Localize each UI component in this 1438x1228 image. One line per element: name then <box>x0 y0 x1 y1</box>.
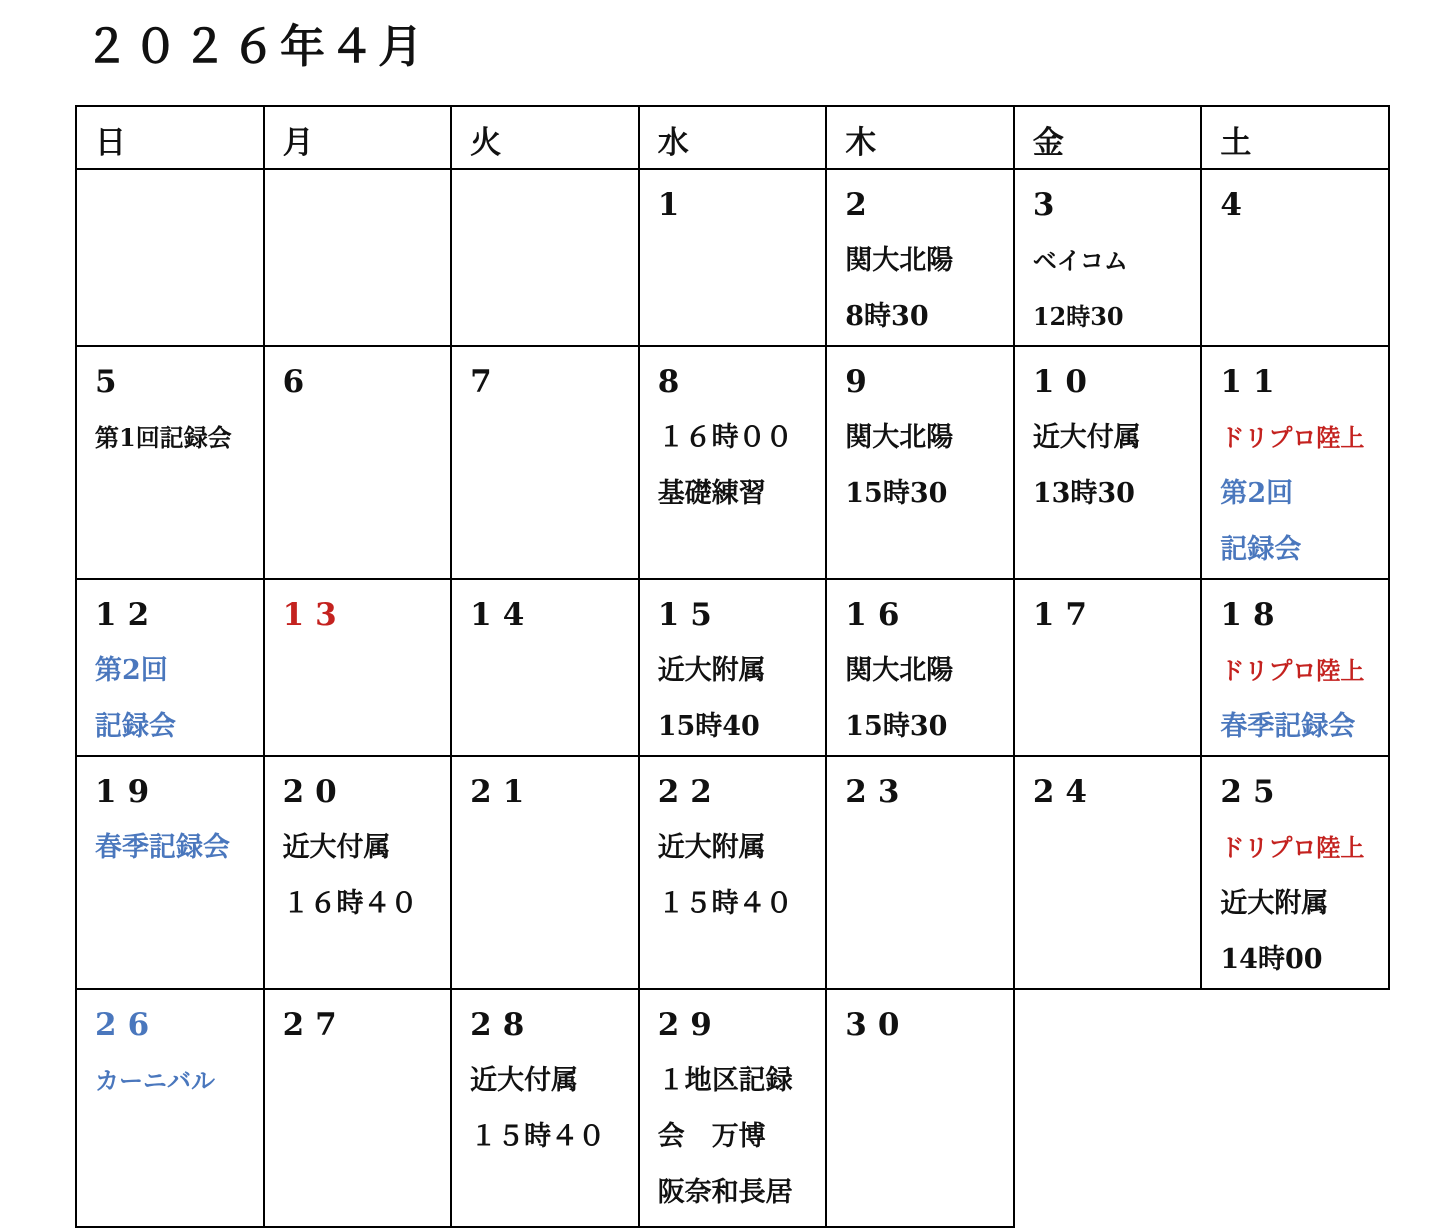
event-text: 第1回記録会 <box>95 423 232 452</box>
event-text: 12時30 <box>1032 302 1124 331</box>
day-number: 24 <box>1032 774 1098 810</box>
week-row-1 <box>76 169 1389 346</box>
day-cell-15 <box>639 579 827 756</box>
day-cell-14 <box>451 579 639 756</box>
event-text: 春季記録会 <box>95 832 230 863</box>
event-text: 近大付属 <box>1032 422 1141 453</box>
day-number: 27 <box>282 1007 348 1043</box>
day-number: 3 <box>1032 187 1066 223</box>
empty-day-cell <box>451 169 639 346</box>
day-number: 13 <box>282 597 348 633</box>
event-text: 8時30 <box>845 301 929 332</box>
day-cell-16 <box>826 579 1014 756</box>
event-text: 15時40 <box>657 711 760 742</box>
day-number: 12 <box>95 597 161 633</box>
day-cell-2 <box>826 169 1014 346</box>
day-cell-22 <box>639 756 827 989</box>
event-text: 近大附属 <box>657 832 766 863</box>
event-text: 第2回 <box>95 655 168 686</box>
weekday-header-mon: 月 <box>264 106 452 169</box>
event-text: 13時30 <box>1032 478 1135 509</box>
weekday-header-wed: 水 <box>639 106 827 169</box>
weekday-header-sat: 土 <box>1201 106 1389 169</box>
calendar-body <box>76 169 1389 1227</box>
event-text: ドリプロ陸上 <box>1220 423 1365 452</box>
day-number: 18 <box>1220 597 1286 633</box>
day-cell-28 <box>451 989 639 1227</box>
day-number: 29 <box>657 1007 723 1043</box>
day-cell-30 <box>826 989 1014 1227</box>
event-text: 関大北陽 <box>845 655 954 686</box>
day-cell-6 <box>264 346 452 579</box>
event-text: 近大附属 <box>657 655 766 686</box>
day-number: 8 <box>657 364 691 400</box>
event-text: 近大付属 <box>282 832 391 863</box>
day-cell-21 <box>451 756 639 989</box>
empty-day-cell <box>76 169 264 346</box>
day-cell-24 <box>1014 756 1202 989</box>
day-number: 23 <box>845 774 911 810</box>
event-text: 関大北陽 <box>845 422 954 453</box>
day-cell-12 <box>76 579 264 756</box>
event-text: ドリプロ陸上 <box>1220 656 1365 685</box>
day-cell-20 <box>264 756 452 989</box>
day-number: 4 <box>1220 187 1253 223</box>
event-text: 関大北陽 <box>845 245 954 276</box>
event-text: 阪奈和長居 <box>657 1177 793 1208</box>
day-cell-29 <box>639 989 827 1227</box>
outside-month-area <box>1014 989 1202 1227</box>
day-number: 10 <box>1032 364 1098 400</box>
day-number: 19 <box>95 774 161 810</box>
week-row-2 <box>76 346 1389 579</box>
day-number: 5 <box>95 364 128 400</box>
day-number: 1 <box>657 187 691 223</box>
event-text: ベイコム <box>1032 246 1128 275</box>
day-cell-17 <box>1014 579 1202 756</box>
day-cell-27 <box>264 989 452 1227</box>
day-cell-3 <box>1014 169 1202 346</box>
event-text: １６時００ <box>657 422 793 453</box>
weekday-header-sun: 日 <box>76 106 264 169</box>
day-number: 20 <box>282 774 348 810</box>
day-number: 16 <box>845 597 911 633</box>
event-text: 近大付属 <box>470 1065 579 1096</box>
event-text: ドリプロ陸上 <box>1220 833 1365 862</box>
day-cell-10 <box>1014 346 1202 579</box>
day-number: 25 <box>1220 774 1286 810</box>
day-cell-25 <box>1201 756 1389 989</box>
event-text: 記録会 <box>1220 534 1302 565</box>
day-number: 7 <box>470 364 503 400</box>
day-cell-11 <box>1201 346 1389 579</box>
week-row-4 <box>76 756 1389 989</box>
day-cell-5 <box>76 346 264 579</box>
day-number: 22 <box>657 774 723 810</box>
day-cell-1 <box>639 169 827 346</box>
day-cell-4 <box>1201 169 1389 346</box>
day-number: 6 <box>282 364 316 400</box>
day-number: 28 <box>470 1007 536 1043</box>
weekday-header-thu: 木 <box>826 106 1014 169</box>
day-cell-26 <box>76 989 264 1227</box>
day-number: 15 <box>657 597 723 633</box>
weekday-header-tue: 火 <box>451 106 639 169</box>
day-cell-13 <box>264 579 452 756</box>
weekday-header-row <box>76 106 1389 169</box>
outside-month-area <box>1201 989 1389 1227</box>
calendar-table <box>75 105 1390 1228</box>
calendar-title: ２０２６年４月 <box>84 20 428 73</box>
event-text: カーニバル <box>95 1066 215 1095</box>
event-text: １５時４０ <box>657 888 793 919</box>
event-text: １地区記録 <box>657 1065 793 1096</box>
day-cell-7 <box>451 346 639 579</box>
event-text: 14時00 <box>1220 944 1323 975</box>
event-text: 第2回 <box>1220 478 1294 509</box>
event-text: 記録会 <box>95 711 176 742</box>
day-number: 26 <box>95 1007 161 1043</box>
event-text: １６時４０ <box>282 888 418 919</box>
day-number: 21 <box>470 774 536 810</box>
event-text: １５時４０ <box>470 1121 606 1152</box>
day-cell-18 <box>1201 579 1389 756</box>
event-text: 春季記録会 <box>1220 711 1356 742</box>
day-number: 9 <box>845 364 878 400</box>
weekday-header-fri: 金 <box>1014 106 1202 169</box>
event-text: 15時30 <box>845 711 948 742</box>
event-text: 会 万博 <box>657 1121 766 1152</box>
day-cell-19 <box>76 756 264 989</box>
event-text: 15時30 <box>845 478 948 509</box>
day-number: 17 <box>1032 597 1098 633</box>
day-cell-8 <box>639 346 827 579</box>
day-number: 2 <box>845 187 878 223</box>
week-row-3 <box>76 579 1389 756</box>
week-row-5 <box>76 989 1389 1227</box>
empty-day-cell <box>264 169 452 346</box>
day-number: 14 <box>470 597 536 633</box>
event-text: 基礎練習 <box>657 478 766 509</box>
day-number: 30 <box>845 1007 911 1043</box>
day-cell-9 <box>826 346 1014 579</box>
event-text: 近大附属 <box>1220 888 1329 919</box>
day-number: 11 <box>1220 364 1286 400</box>
day-cell-23 <box>826 756 1014 989</box>
